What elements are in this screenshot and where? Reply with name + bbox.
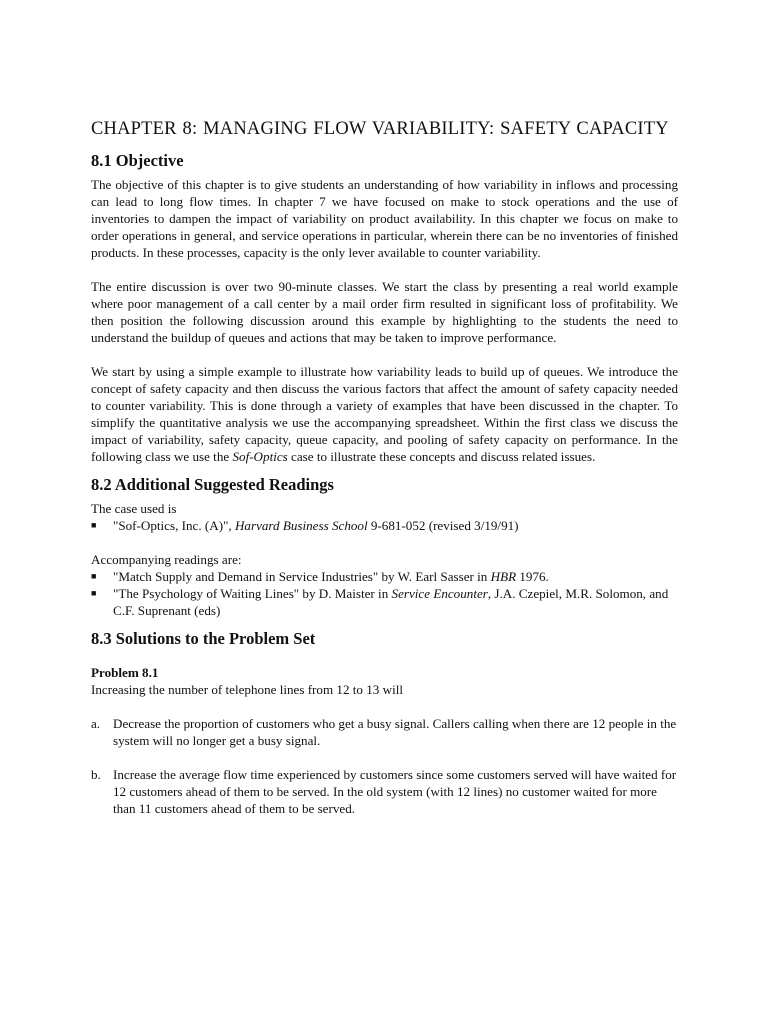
- readings-list: [91, 568, 678, 619]
- section-heading-readings: 8.2 Additional Suggested Readings: [91, 475, 334, 494]
- reading-1-text-b: 1976.: [516, 569, 549, 584]
- objective-paragraph-3: [91, 363, 678, 465]
- objective-paragraph-3-text-b: case to illustrate these concepts and discuss related issues.: [287, 449, 596, 464]
- case-item-text-b: 9-681-052 (revised 3/19/91): [367, 518, 519, 533]
- section-heading-objective: 8.1 Objective: [91, 151, 184, 170]
- section-heading-solutions: 8.3 Solutions to the Problem Set: [91, 629, 316, 648]
- case-name-italic: Sof-Optics: [232, 449, 288, 464]
- list-item: [91, 517, 678, 534]
- accompanying-intro: Accompanying readings are:: [91, 552, 242, 567]
- problem-intro: Increasing the number of telephone lines from 12 to 13 will: [91, 682, 403, 697]
- item-text: Decrease the proportion of customers who get a busy signal. Callers calling when there are 12 people in the system will no longer get a busy signal.: [113, 716, 677, 748]
- bullet-icon: ■: [91, 588, 97, 598]
- problem-title: Problem 8.1: [91, 665, 159, 680]
- case-item-publisher: Harvard Business School: [234, 518, 368, 533]
- answer-item-a: [91, 715, 678, 749]
- case-item-text-a: "Sof-Optics, Inc. (A)",: [113, 518, 235, 533]
- item-marker: b.: [91, 767, 101, 782]
- reading-2-text-b: , J.A. Czepiel, M.R. Solomon, and C.F. Suprenant (eds): [113, 586, 669, 618]
- item-text: Increase the average flow time experienced by customers since some customers served will have waited for 12 customers ahead of them to be served. In the old system (with 12 lines) no customer waited for more than 11 customers ahead of them to be served.: [113, 767, 677, 816]
- bullet-icon: ■: [91, 571, 97, 581]
- reading-1-text-a: "Match Supply and Demand in Service Industries" by W. Earl Sasser in: [113, 569, 491, 584]
- reading-2-text-a: "The Psychology of Waiting Lines" by D. Maister in: [113, 586, 392, 601]
- answer-item-b: [91, 766, 678, 817]
- reading-2-book: Service Encounter: [391, 586, 488, 601]
- item-marker: a.: [91, 716, 101, 731]
- bullet-icon: ■: [91, 520, 97, 530]
- case-list: [91, 517, 678, 534]
- list-item: [91, 585, 678, 619]
- chapter-title: CHAPTER 8: MANAGING FLOW VARIABILITY: SAFETY CAPACITY: [91, 119, 669, 139]
- list-item: [91, 568, 678, 585]
- case-intro: The case used is: [91, 501, 177, 516]
- objective-paragraph-3-text-a: We start by using a simple example to illustrate how variability leads to build up of queues. We introduce the concept of safety capacity and then discuss the various factors that affect the amount of safety capacity needed to counter variability. This is done through a variety of examples that have been discussed in the chapter. To simplify the quantitative analysis we use the accompanying spreadsheet. Within the first class we discuss the impact of variability, safety capacity, queue capacity, and pooling of safety capacity on performance. In the following class we use the: [91, 364, 678, 464]
- objective-paragraph-2: The entire discussion is over two 90-minute classes. We start the class by presenting a real world example where poor management of a call center by a mail order firm resulted in significant loss of profitability. We then position the following discussion around this example by highlighting to the students the need to understand the buildup of queues and actions that may be taken to improve performance.: [91, 279, 678, 345]
- reading-1-journal: HBR: [490, 569, 517, 584]
- objective-paragraph-1: The objective of this chapter is to give students an understanding of how variability in inflows and processing can lead to long flow times. In chapter 7 we have focused on make to stock operations and the use of inventories to dampen the impact of variability on product availability. In this chapter we focus on make to order operations in general, and service operations in particular, wherein there can be no inventories of finished products. In these processes, capacity is the only lever available to counter variability.: [91, 177, 678, 260]
